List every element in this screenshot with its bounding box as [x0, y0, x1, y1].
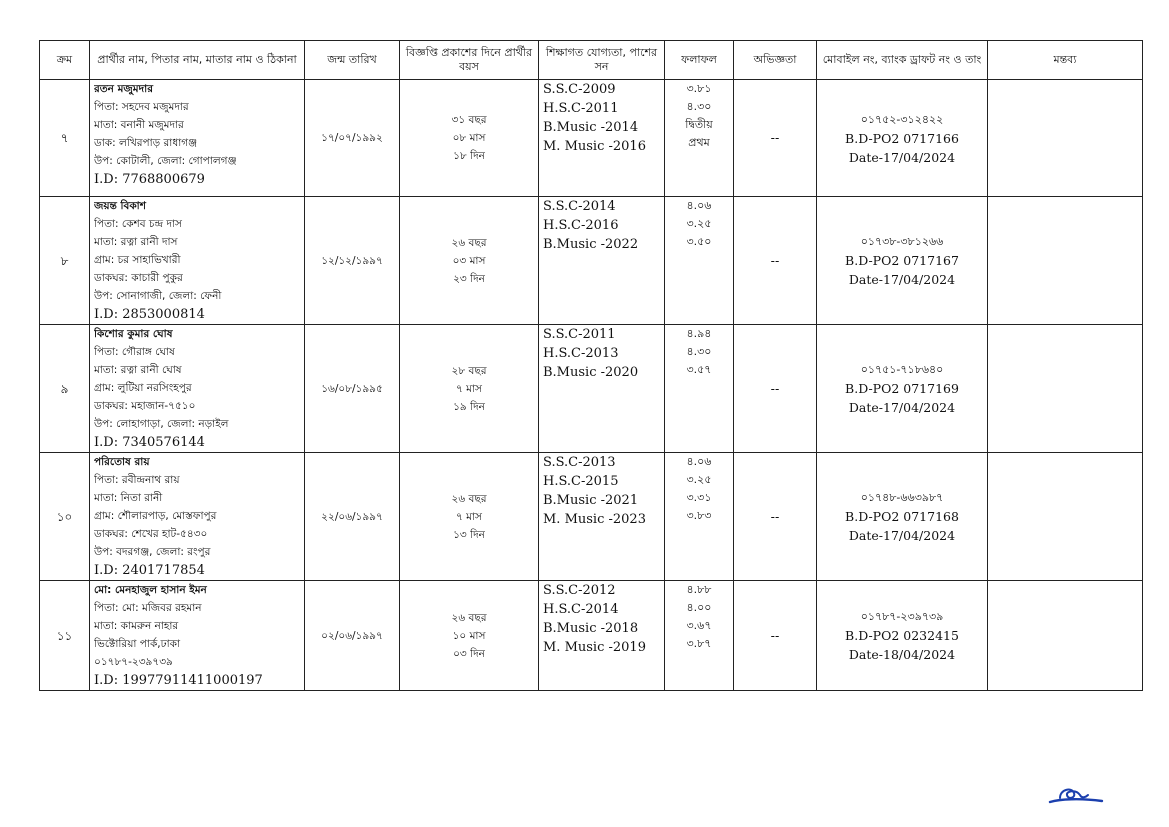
bank-draft-date: Date-18/04/2024 [848, 647, 956, 662]
age-years: ২৬ বছর [451, 611, 487, 624]
contact-cell [817, 80, 988, 197]
age-months: ৭ মাস [456, 510, 482, 523]
age-months: ০৩ মাস [452, 254, 486, 267]
age-years: ২৮ বছর [451, 364, 487, 377]
address-line: গ্রাম: শৌলারপাড়, মোস্তফাপুর [94, 510, 217, 522]
bank-draft-number: B.D-PO2 0717169 [845, 381, 959, 396]
result-cell [665, 453, 734, 581]
father-name: পিতা: মো: মজিবর রহমান [94, 602, 202, 614]
applicant-info-cell [90, 581, 305, 691]
header-experience: অভিজ্ঞতা [734, 41, 817, 80]
applicant-name: কিশোর কুমার ঘোষ [94, 328, 173, 340]
bank-draft-number: B.D-PO2 0717168 [845, 509, 959, 524]
table-row [40, 80, 1143, 197]
result-line: ৪.৯৪ [686, 327, 712, 340]
address-line: উপ: বদরগঞ্জ, জেলা: রংপুর [94, 546, 211, 558]
age-cell [400, 581, 539, 691]
age-cell [400, 453, 539, 581]
result-cell [665, 197, 734, 325]
national-id: I.D: 7768800679 [94, 172, 205, 187]
education-line: M. Music -2016 [543, 139, 646, 154]
father-name: পিতা: গৌরাঙ্গ ঘোষ [94, 346, 175, 358]
table-row [40, 581, 1143, 691]
address-line: ডাকঘর: মহাজান-৭৫১০ [94, 400, 196, 412]
experience-cell: -- [734, 197, 817, 325]
bank-draft-date: Date-17/04/2024 [848, 149, 956, 165]
bank-draft-date: Date-17/04/2024 [848, 400, 956, 415]
result-line: প্রথম [688, 136, 710, 149]
table-row [40, 453, 1143, 581]
education-line: H.S.C-2014 [543, 602, 619, 617]
result-line: ৩.৫০ [686, 235, 712, 248]
address-line: উপ: লোহাগাড়া, জেলা: নড়াইল [94, 418, 229, 430]
contact-cell [817, 453, 988, 581]
education-line: S.S.C-2014 [543, 199, 616, 214]
result-line: ৪.৮৮ [686, 583, 712, 596]
education-line: B.Music -2020 [543, 365, 639, 380]
result-line: ৩.৮১ [686, 82, 712, 95]
table-row [40, 325, 1143, 453]
education-line: H.S.C-2011 [543, 101, 619, 116]
serial-cell: ১১ [40, 581, 90, 691]
father-name: পিতা: সহদেব মজুমদার [94, 101, 189, 113]
contact-cell [817, 325, 988, 453]
father-name: পিতা: কেশব চন্দ্র দাস [94, 218, 182, 230]
national-id: I.D: 7340576144 [94, 435, 205, 450]
bank-draft-date: Date-17/04/2024 [848, 272, 956, 287]
result-line: ৩.২৫ [686, 473, 712, 486]
mobile-number: ০১৭৮৭-২৩৯৭৩৯ [860, 610, 944, 623]
address-line: উপ: কোটালী, জেলা: গোপালগঞ্জ [94, 155, 237, 167]
education-line: H.S.C-2015 [543, 474, 619, 489]
result-line: ৪.৩০ [686, 345, 712, 358]
mother-name: মাতা: নিতা রানী [94, 492, 163, 504]
dob-cell: ১২/১২/১৯৯৭ [305, 197, 400, 325]
education-line: S.S.C-2012 [543, 583, 616, 598]
bank-draft-number: B.D-PO2 0232415 [845, 628, 959, 643]
header-age: বিজ্ঞপ্তি প্রকাশের দিনে প্রার্থীর বয়স [400, 41, 539, 80]
age-days: ০৩ দিন [453, 647, 485, 660]
remarks-cell [988, 80, 1143, 197]
mother-name: মাতা: বনানী মজুমদার [94, 119, 184, 131]
education-line: S.S.C-2009 [543, 82, 616, 97]
result-line: দ্বিতীয় [685, 118, 713, 131]
result-line: ৩.৩১ [686, 491, 712, 504]
result-cell [665, 325, 734, 453]
mother-name: মাতা: কামরুন নাহার [94, 620, 179, 632]
mobile-number: ০১৭৫১-৭১৮৬৪০ [860, 363, 944, 376]
header-result: ফলাফল [665, 41, 734, 80]
father-name: পিতা: রবীন্দ্রনাথ রায় [94, 474, 180, 486]
result-cell [665, 581, 734, 691]
education-cell [539, 581, 665, 691]
serial-cell: ৮ [40, 197, 90, 325]
education-line: S.S.C-2013 [543, 455, 616, 470]
result-line: ৩.৬৭ [686, 619, 712, 632]
applicant-info-cell [90, 453, 305, 581]
mother-name: মাতা: রত্না রানী দাস [94, 236, 178, 248]
age-days: ২৩ দিন [453, 272, 485, 285]
bank-draft-number: B.D-PO2 0717167 [845, 253, 959, 268]
contact-cell [817, 197, 988, 325]
applicant-name: মো: মেনহাজুল হাসান ইমন [94, 584, 207, 596]
applicant-phone: ০১৭৮৭-২৩৯৭৩৯ [94, 656, 173, 668]
dob-cell: ০২/০৬/১৯৯৭ [305, 581, 400, 691]
education-line: B.Music -2014 [543, 120, 639, 135]
header-education: শিক্ষাগত যোগ্যতা, পাশের সন [539, 41, 665, 80]
age-days: ১৮ দিন [453, 150, 485, 162]
header-remarks: মন্তব্য [988, 41, 1143, 80]
age-cell [400, 197, 539, 325]
mother-name: মাতা: রত্না রানী ঘোষ [94, 364, 182, 376]
address-line: ডাকঘর: কাচারী পুকুর [94, 272, 183, 284]
remarks-cell [988, 453, 1143, 581]
applicant-table [39, 40, 1143, 691]
result-line: ৪.৩০ [686, 100, 712, 113]
address-line: গ্রাম: লুটিয়া নরসিংহপুর [94, 382, 192, 394]
education-line: S.S.C-2011 [543, 327, 616, 342]
applicant-name: রতন মজুমদার [94, 83, 153, 95]
address-line: ভিক্টোরিয়া পার্ক,ঢাকা [94, 638, 181, 650]
result-cell [665, 80, 734, 197]
address-line: উপ: সোনাগাজী, জেলা: ফেনী [94, 290, 222, 302]
address-line: ডাকঘর: শেখের হাট-৫৪৩০ [94, 528, 208, 540]
education-cell [539, 197, 665, 325]
remarks-cell [988, 325, 1143, 453]
header-contact: মোবাইল নং, ব্যাংক ড্রাফট নং ও তাং [817, 41, 988, 80]
serial-cell: ৯ [40, 325, 90, 453]
applicant-info-cell [90, 325, 305, 453]
dob-cell: ১৭/০৭/১৯৯২ [305, 80, 400, 197]
remarks-cell [988, 197, 1143, 325]
age-cell [400, 80, 539, 197]
serial-cell: ১০ [40, 453, 90, 581]
age-cell [400, 325, 539, 453]
result-line: ৩.২৫ [686, 217, 712, 230]
experience-cell: -- [734, 453, 817, 581]
education-line: M. Music -2023 [543, 512, 646, 527]
result-line: ৪.০৬ [686, 199, 712, 212]
bank-draft-date: Date-17/04/2024 [848, 528, 956, 543]
age-years: ২৬ বছর [451, 236, 487, 249]
remarks-cell [988, 581, 1143, 691]
education-line: H.S.C-2013 [543, 346, 619, 361]
bank-draft-number: B.D-PO2 0717166 [845, 130, 959, 146]
mobile-number: ০১৭৫২-৩১২৪২২ [860, 112, 944, 126]
mobile-number: ০১৭৩৮-৩৮১২৬৬ [860, 235, 944, 248]
applicant-info-cell [90, 80, 305, 197]
header-serial: ক্রম [40, 41, 90, 80]
address-line: ডাক: লখিরপাড় রাধাগঞ্জ [94, 137, 198, 149]
age-days: ১৩ দিন [453, 528, 485, 541]
age-years: ৩১ বছর [451, 114, 487, 126]
address-line: গ্রাম: চর সাহাভিখারী [94, 254, 181, 266]
education-line: B.Music -2021 [543, 493, 639, 508]
age-months: ১০ মাস [452, 629, 486, 642]
table-row [40, 197, 1143, 325]
age-months: ৭ মাস [456, 382, 482, 395]
mobile-number: ০১৭৪৮-৬৬৩৯৮৭ [860, 491, 944, 504]
experience-cell: -- [734, 325, 817, 453]
education-line: H.S.C-2016 [543, 218, 619, 233]
result-line: ৪.০৬ [686, 455, 712, 468]
age-years: ২৬ বছর [451, 492, 487, 505]
signature-mark [1046, 783, 1106, 807]
result-line: ৪.০০ [686, 601, 712, 614]
serial-cell: ৭ [40, 80, 90, 197]
applicant-name: জয়ন্ত বিকাশ [94, 200, 146, 212]
education-cell [539, 80, 665, 197]
education-line: B.Music -2022 [543, 237, 639, 252]
education-line: B.Music -2018 [543, 621, 639, 636]
national-id: I.D: 2853000814 [94, 307, 205, 322]
result-line: ৩.৮৩ [686, 509, 712, 522]
header-dob: জন্ম তারিখ [305, 41, 400, 80]
header-row [40, 41, 1143, 80]
age-days: ১৯ দিন [453, 400, 485, 413]
contact-cell [817, 581, 988, 691]
header-name: প্রার্থীর নাম, পিতার নাম, মাতার নাম ও ঠিকানা [90, 41, 305, 80]
national-id: I.D: 2401717854 [94, 563, 205, 578]
experience-cell: -- [734, 581, 817, 691]
national-id: I.D: 19977911411000197 [94, 673, 263, 688]
dob-cell: ১৬/০৮/১৯৯৫ [305, 325, 400, 453]
experience-cell: -- [734, 80, 817, 197]
dob-cell: ২২/০৬/১৯৯৭ [305, 453, 400, 581]
education-cell [539, 453, 665, 581]
education-cell [539, 325, 665, 453]
result-line: ৩.৮৭ [686, 637, 712, 650]
applicant-name: পরিতোষ রায় [94, 456, 150, 468]
applicant-info-cell [90, 197, 305, 325]
result-line: ৩.৫৭ [686, 363, 712, 376]
age-months: ০৮ মাস [452, 132, 486, 144]
education-line: M. Music -2019 [543, 640, 646, 655]
